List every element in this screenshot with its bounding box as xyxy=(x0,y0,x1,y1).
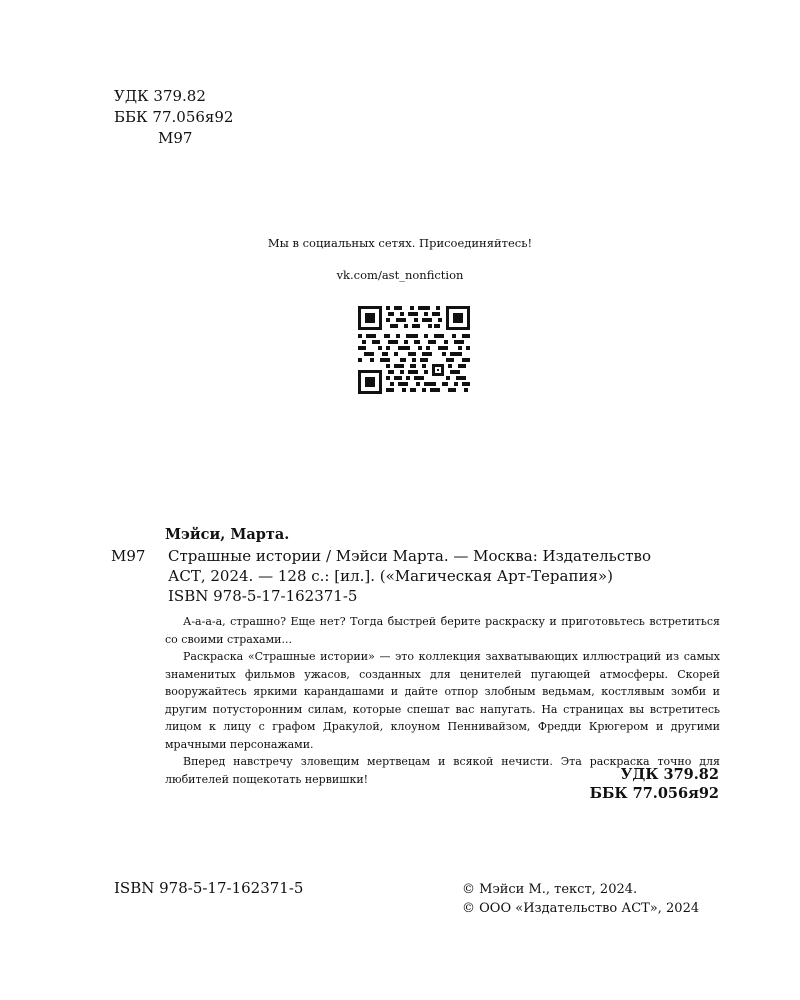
social-join-text: Мы в социальных сетях. Присоединяйтесь! xyxy=(267,236,533,250)
author-mark: М97 xyxy=(158,129,193,147)
top-classification-codes xyxy=(114,86,233,149)
card-classification-codes xyxy=(590,765,719,803)
annotation-paragraph-1: А-а-а-а, страшно? Еще нет? Тогда быстрей берите раскраску и приготовьтесь встретиться со своими страхами... xyxy=(165,615,720,646)
card-isbn: ISBN 978-5-17-162371-5 xyxy=(168,587,358,605)
card-title-line-2: АСТ, 2024. — 128 с.: [ил.]. («Магическая Арт-Терапия») xyxy=(168,567,613,585)
bbk-code: ББК 77.056я92 xyxy=(114,108,234,126)
bottom-isbn: ISBN 978-5-17-162371-5 xyxy=(114,879,304,897)
card-udk-code: УДК 379.82 xyxy=(620,766,719,783)
qr-code xyxy=(358,306,470,394)
card-annotation xyxy=(165,613,720,788)
copyright-block xyxy=(462,880,699,918)
copyright-publisher: © ООО «Издательство АСТ», 2024 xyxy=(462,901,700,916)
annotation-paragraph-2: Раскраска «Страшные истории» — это коллекция захватывающих иллюстраций из самых знаменитых фильмов ужасов, созданных для ценителей пугающей атмосферы. Скорей вооружайтесь яркими карандашами и дайте отпор злобным ведьмам, костлявым зомби и другим потусторонним силам, которые спешат вас напугать. На страницах вы встретитесь лицом к лицу с графом Дракулой, клоуном Пеннивайзом, Фредди Крюгером и другими мрачными персонажами. xyxy=(165,650,720,751)
card-title-block xyxy=(168,546,720,586)
social-link[interactable]: vk.com/ast_nonfiction xyxy=(336,268,464,282)
copyright-text: © Мэйси М., текст, 2024. xyxy=(462,882,638,897)
card-title-line-1: Страшные истории / Мэйси Марта. — Москва: Издательство xyxy=(168,547,651,565)
udk-code: УДК 379.82 xyxy=(114,87,206,105)
card-author: Мэйси, Марта. xyxy=(165,526,290,543)
card-bbk-code: ББК 77.056я92 xyxy=(589,785,719,802)
card-author-mark: М97 xyxy=(111,547,146,565)
annotation-paragraph-3: Вперед навстречу зловещим мертвецам и всякой нечисти. Эта раскраска точно для любителей пощекотать нервишки! xyxy=(165,755,720,786)
